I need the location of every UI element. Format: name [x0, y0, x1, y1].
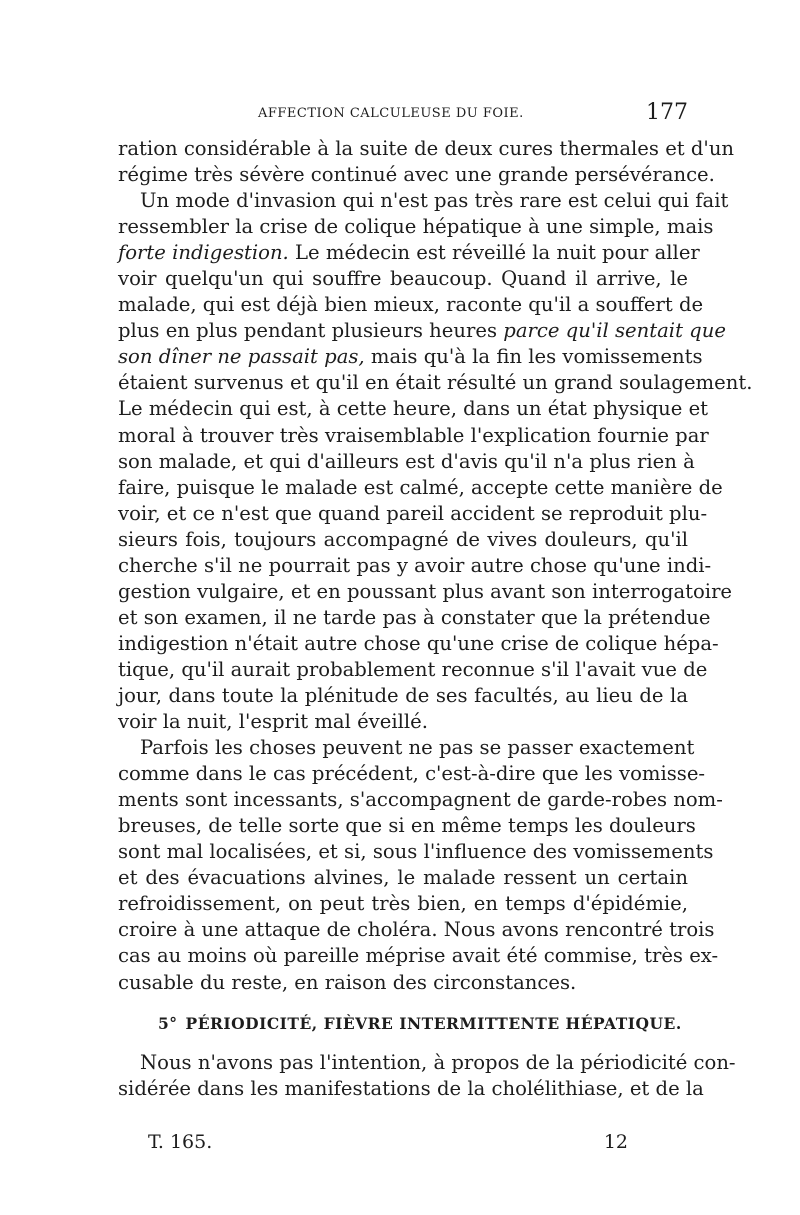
text-line: breuses, de telle sorte que si en même temps les douleurs — [118, 814, 696, 838]
text-line: comme dans le cas précédent, c'est-à-dire que les vomisse- — [118, 762, 706, 786]
italic-phrase: parce qu'il sentait que — [503, 319, 726, 343]
body-text — [118, 136, 753, 1102]
text-line: étaient survenus et qu'il en était résulté un grand soulagement. — [118, 371, 753, 395]
text-line: voir la nuit, l'esprit mal éveillé. — [118, 710, 428, 734]
text-line: moral à trouver très vraisemblable l'explication fournie par — [118, 423, 709, 447]
text-line: faire, puisque le malade est calmé, accepte cette manière de — [118, 475, 723, 499]
signature-mark: T. 165. — [148, 1131, 213, 1153]
text-line-mixed: plus en plus pendant plusieurs heures parce qu'il sentait que — [118, 319, 726, 343]
text-line: cherche s'il ne pourrait pas y avoir autre chose qu'une indi- — [118, 553, 712, 577]
text-line: régime très sévère continué avec une grande persévérance. — [118, 163, 715, 187]
text-line-mixed: son dîner ne passait pas, mais qu'à la fin les vomissements — [118, 345, 703, 369]
section-gap — [118, 996, 688, 1008]
text-line: son malade, et qui d'ailleurs est d'avis qu'il n'a plus rien à — [118, 449, 695, 473]
text-line: sieurs fois, toujours accompagné de vives douleurs, qu'il — [118, 527, 688, 551]
text-line: malade, qui est déjà bien mieux, raconte qu'il a souffert de — [118, 293, 704, 317]
section-number: 5° — [158, 1013, 178, 1033]
page-header — [118, 100, 688, 130]
italic-phrase: son dîner ne passait pas, — [118, 345, 365, 369]
text-line: Un mode d'invasion qui n'est pas très rare est celui qui fait — [140, 189, 729, 213]
page-footer — [148, 1131, 628, 1159]
text-line: jour, dans toute la plénitude de ses facultés, au lieu de la — [118, 683, 688, 707]
text-line: refroidissement, on peut très bien, en temps d'épidémie, — [118, 892, 688, 916]
text-line: ressembler la crise de colique hépatique à une simple, mais — [118, 215, 714, 239]
text-line: indigestion n'était autre chose qu'une crise de colique hépa- — [118, 631, 719, 655]
page-number: 177 — [646, 100, 688, 125]
text-line: voir, et ce n'est que quand pareil accident se reproduit plu- — [118, 501, 708, 525]
text-line: croire à une attaque de choléra. Nous avons rencontré trois — [118, 918, 715, 942]
text-line: et des évacuations alvines, le malade ressent un certain — [118, 866, 688, 890]
section-heading — [118, 1008, 688, 1038]
sheet-number: 12 — [603, 1131, 628, 1153]
text-line: gestion vulgaire, et en poussant plus avant son interrogatoire — [118, 579, 733, 603]
text-line: Nous n'avons pas l'intention, à propos de la périodicité con- — [140, 1050, 736, 1074]
text-line: sidérée dans les manifestations de la cholélithiase, et de la — [118, 1076, 704, 1100]
text-line: ments sont incessants, s'accompagnent de garde-robes nom- — [118, 788, 723, 812]
italic-phrase: forte indigestion. — [118, 241, 289, 265]
section-title: PÉRIODICITÉ, FIÈVRE INTERMITTENTE HÉPATIQUE. — [185, 1013, 682, 1033]
text-line: et son examen, il ne tarde pas à constater que la prétendue — [118, 605, 711, 629]
section-gap — [118, 1038, 688, 1050]
running-title: AFFECTION CALCULEUSE DU FOIE. — [258, 106, 524, 121]
text-line-mixed: forte indigestion. Le médecin est réveillé la nuit pour aller — [118, 241, 700, 265]
text-line: cusable du reste, en raison des circonstances. — [118, 970, 577, 994]
text-line: Parfois les choses peuvent ne pas se passer exactement — [140, 736, 695, 760]
text-line: Le médecin qui est, à cette heure, dans un état physique et — [118, 397, 709, 421]
text-line: tique, qu'il aurait probablement reconnue s'il l'avait vue de — [118, 657, 708, 681]
text-line: voir quelqu'un qui souffre beaucoup. Quand il arrive, le — [118, 267, 688, 291]
text-line: cas au moins où pareille méprise avait été commise, très ex- — [118, 944, 719, 968]
text-line: ration considérable à la suite de deux cures thermales et d'un — [118, 137, 735, 160]
text-line: sont mal localisées, et si, sous l'influence des vomissements — [118, 840, 714, 864]
